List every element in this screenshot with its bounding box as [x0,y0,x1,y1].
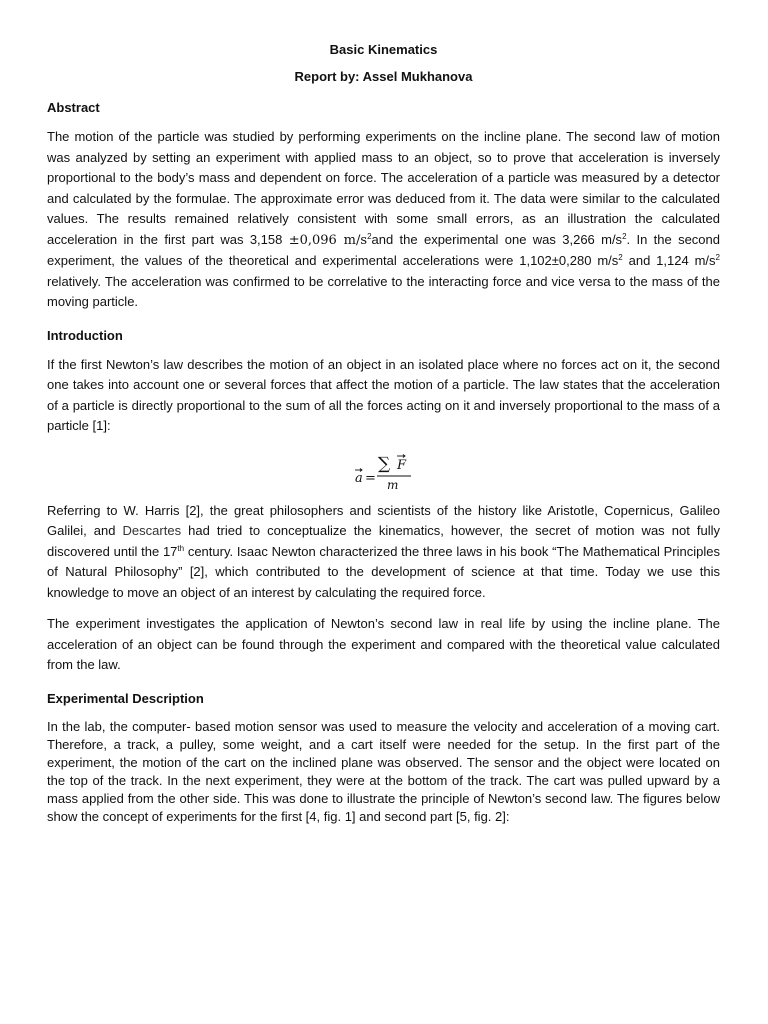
abstract-paragraph: The motion of the particle was studied by performing experiments on the incline plane. The second law of motion was analyzed by setting an experiment with applied mass to an object, so to prove that acceleration is inversely proportional to the body’s mass and dependent on force. The acceleration of a particle was measured by a detector and calculated by the formulae. The approximate error was deduced from it. The data were similar to the calculated values. The results remained relatively consistent with some small errors, as an illustration the calculated acceleration in the first part was 3,158 ±0,096 $m/s^2and$ the experimental one was 3,266 $m/s^2$. In the second experiment, the values of the theoretical and experimental accelerations were 1,102±0,280 $m/s^2$ and 1,124 $m/s^2$ relatively. The acceleration was confirmed to be correlative to the interacting force and vice versa to the mass of the moving particle. [47,129,720,309]
formula-svg [353,449,463,491]
newton-second-law-formula [47,449,720,491]
descartes-link[interactable]: Descartes [122,523,182,538]
experimental-heading: Experimental Description [47,690,204,706]
formula-sum: ∑ [378,453,391,474]
document-author: Report by: Assel Mukhanova [294,69,473,84]
formula-force: F [397,457,407,473]
experimental-paragraph: In the lab, the computer- based motion sensor was used to measure the velocity and acceleration of a moving cart. Therefore, a track, a pulley, some weight, and a cart itself were needed for the setup. In the first part of the experiment, the motion of the cart on the inclined plane was observed. The sensor and the object were located on the top of the track. In the next experiment, they were at the bottom of the track. The cart was pulled upward by a mass applied from the other side. This was done to illustrate the principle of Newton’s second law. The figures below show the concept of experiments for the first [4, fig. 1] and second part [5, fig. 2]: [47,718,720,824]
formula-mass: m [387,477,399,491]
abstract-heading: Abstract [47,100,100,115]
introduction-paragraph-3: The experiment investigates the application of Newton’s second law in real life by using the incline plane. The acceleration of an object can be found through the experiment and compared with the theoretical value calculated from the law. [47,616,720,672]
introduction-paragraph-2: Referring to W. Harris [2], the great philosophers and scientists of the history like Aristotle, Copernicus, Galileo Galilei, and Descartes had tried to conceptualize the kinematics, however, the secret of motion was not fully discovered until the 17th century. Isaac Newton characterized the three laws in his book “The Mathematical Principles of Natural Philosophy” [2], which contributed to the development of science at that time. Today we use this knowledge to move an object of an interest by calculating the required force. [47,502,720,600]
formula-equals: = [365,470,376,486]
introduction-paragraph-1: If the first Newton’s law describes the motion of an object in an isolated place where no forces act on it, the second one takes into account one or several forces that affect the motion of a particle. The law states that the acceleration of a particle is directly proportional to the sum of all the forces acting on it and inversely proportional to the mass of a particle [1]: [47,356,720,433]
formula-acceleration: a [355,470,363,486]
document-title: Basic Kinematics [329,42,438,57]
introduction-heading: Introduction [47,327,123,343]
